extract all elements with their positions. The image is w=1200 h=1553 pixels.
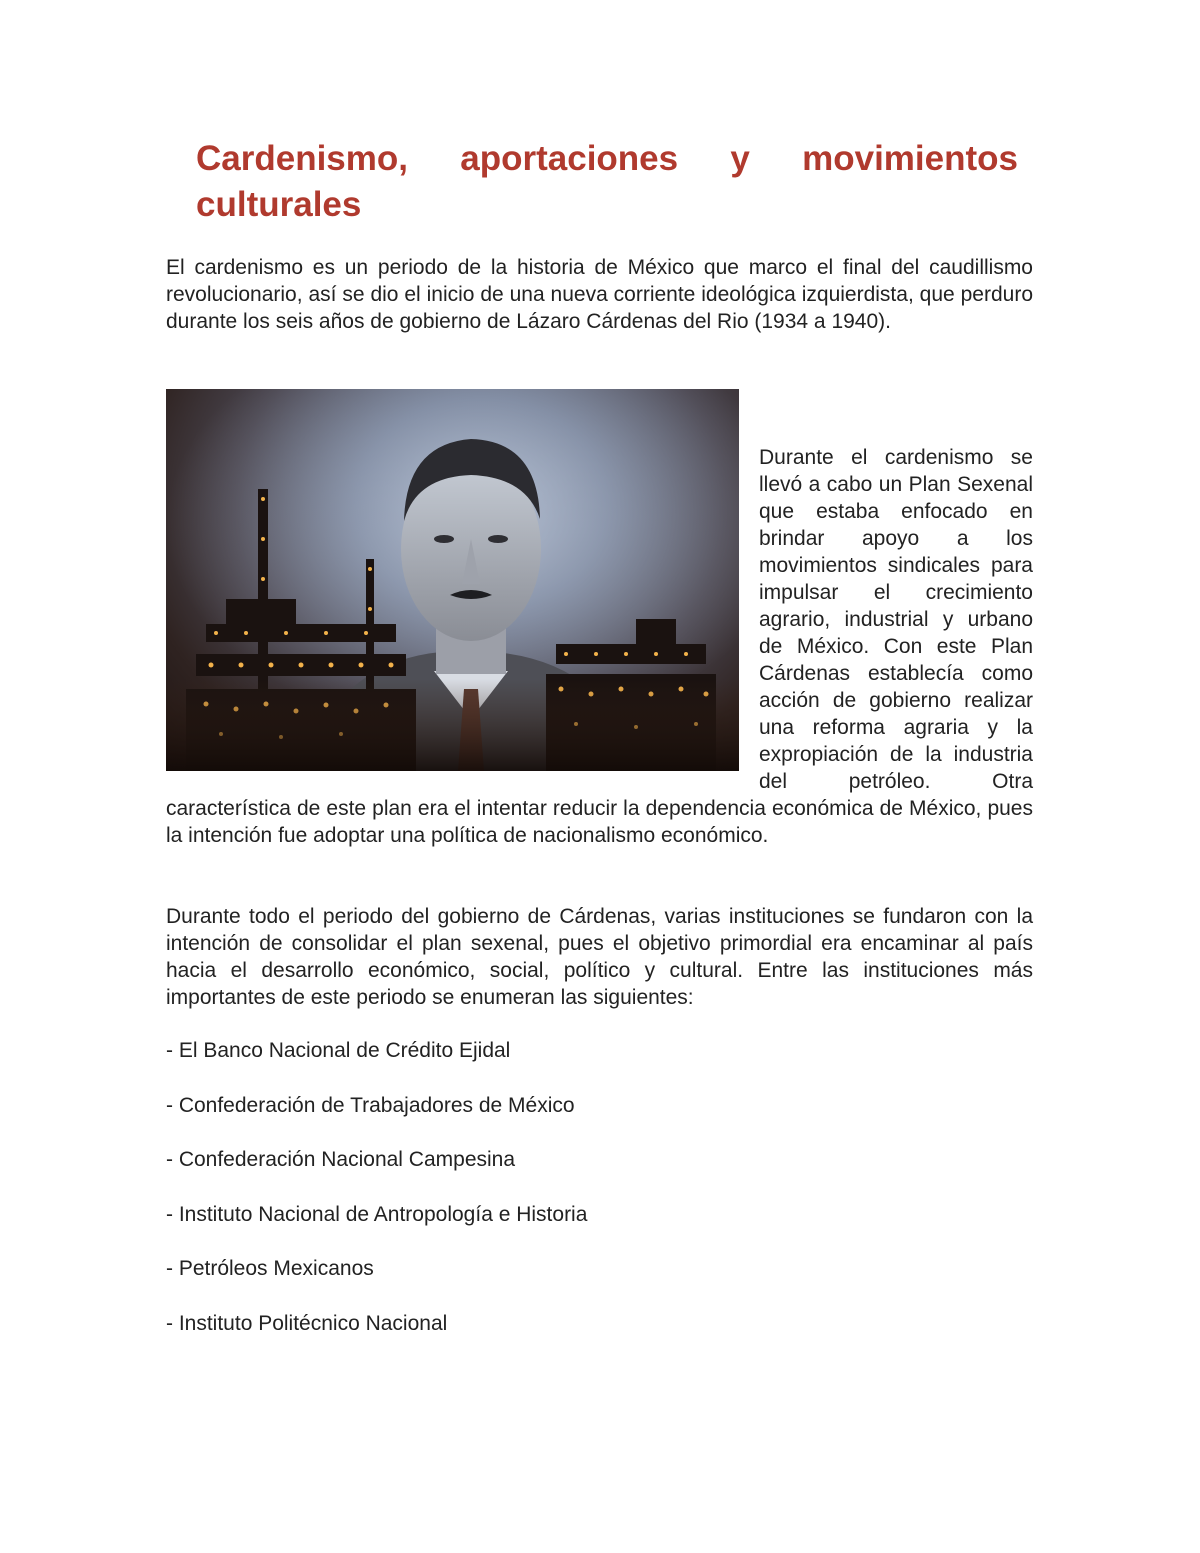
intro-paragraph: El cardenismo es un periodo de la historia de México que marco el final del caudillismo revolucionario, así se dio el inicio de una nueva corriente ideológica izquierdista, que perduro durante los seis años de gobierno de Lázaro Cárdenas del Rio (1934 a 1940). <box>166 256 1033 333</box>
list-item: - Confederación Nacional Campesina <box>166 1148 516 1172</box>
document-title <box>196 136 1018 228</box>
list-item: - Confederación de Trabajadores de México <box>166 1093 575 1117</box>
title-line-1: Cardenismo, aportaciones y movimientos <box>196 139 1018 178</box>
list-item: - Petróleos Mexicanos <box>166 1257 374 1281</box>
list-item: - Instituto Nacional de Antropología e Historia <box>166 1202 588 1226</box>
list-item: - El Banco Nacional de Crédito Ejidal <box>166 1039 511 1062</box>
plan-sexenal-paragraph: Durante el cardenismo se llevó a cabo un Plan Sexenal que estaba enfocado en brindar apoyo a los movimientos sindicales para impulsar el crecimiento agrario, industrial y urbano de México. Con este Plan Cárdenas establecía como acción de gobierno realizar una reforma agraria y la expropiación de la industria del petróleo. Otra característica de este plan era el intentar reducir la dependencia económica de México, pues la intención fue adoptar una política de nacionalismo económico. <box>166 446 1033 847</box>
list-item: - Instituto Politécnico Nacional <box>166 1311 448 1335</box>
portrait-oil-platform-image <box>166 389 739 771</box>
institutions-list <box>166 1037 1033 1365</box>
figure-with-text <box>166 389 1033 849</box>
institutions-paragraph: Durante todo el periodo del gobierno de Cárdenas, varias instituciones se fundaron con la intención de consolidar el plan sexenal, pues el objetivo primordial era encaminar al país hacia el desarrollo económico, social, político y cultural. Entre las instituciones más importantes de este periodo se enumeran las siguientes: <box>166 905 1033 1009</box>
title-line-2: culturales <box>196 185 362 224</box>
